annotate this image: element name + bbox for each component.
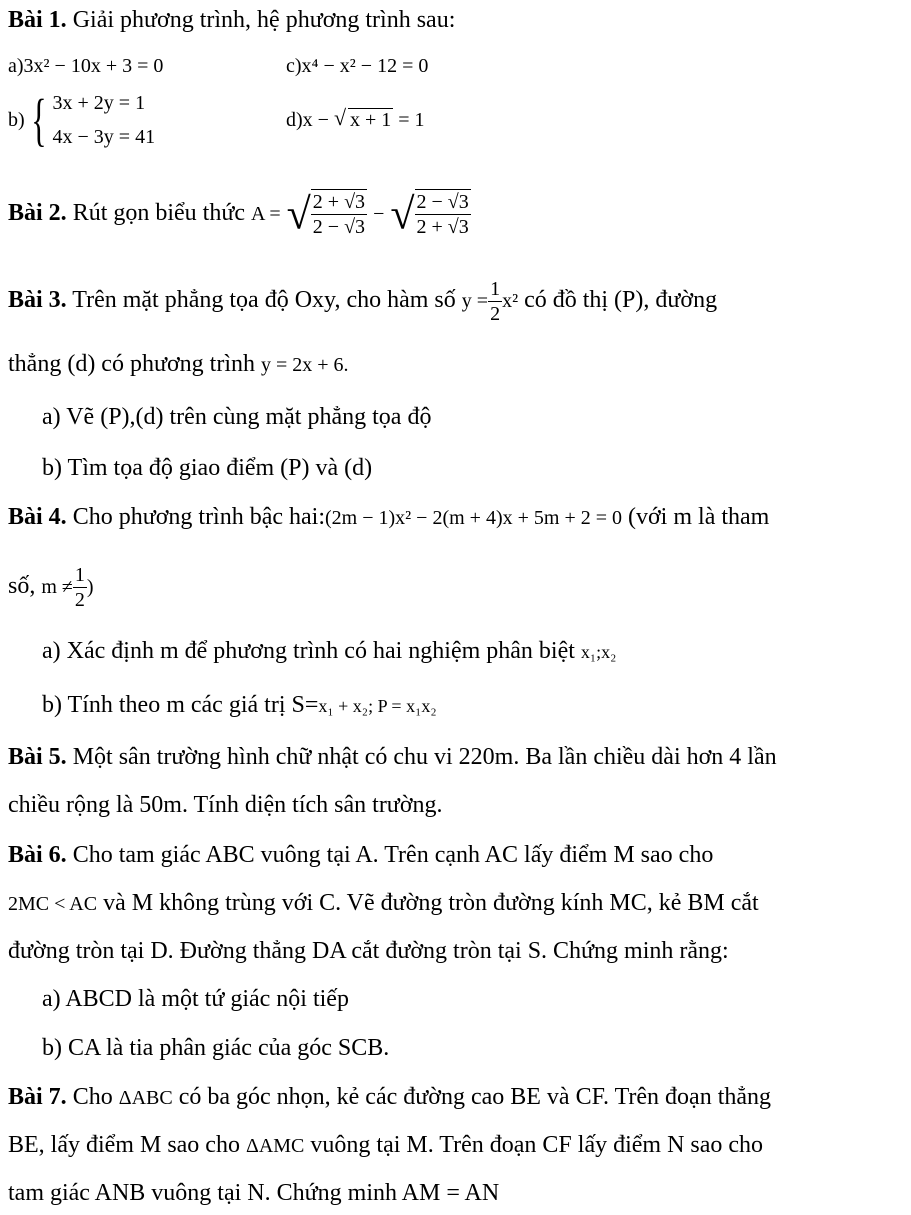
radical-icon: √ (286, 189, 311, 239)
bai4-b-text: b) Tính theo m các giá trị S= (42, 692, 319, 718)
bai2-den2: 2 + √3 (416, 216, 469, 239)
bai6-line2 (8, 889, 759, 918)
bai2 (8, 178, 471, 249)
bai6-a: a) ABCD là một tứ giác nội tiếp (42, 986, 349, 1012)
bai2-minus: − (373, 203, 385, 225)
bai3-fn-rest: x² (502, 290, 519, 312)
bai4-text2: (với m là tham (628, 504, 770, 530)
bai4-line1 (8, 503, 769, 532)
bai4-cond-lhs: m ≠ (41, 576, 73, 598)
bai1-d-tag: d) (286, 109, 303, 131)
radical-icon: √ (333, 105, 347, 130)
bai5-text1: Một sân trường hình chữ nhật có chu vi 220m. Ba lần chiều dài hơn 4 lần (72, 744, 777, 770)
bai7-line2 (8, 1131, 763, 1160)
bai4-a-text: a) Xác định m để phương trình có hai nghiệm phân biệt (42, 638, 575, 664)
bai7-text3: tam giác ANB vuông tại N. Chứng minh AM = AN (8, 1180, 500, 1206)
brace-symbol: { (30, 87, 47, 152)
bai1-a-tag: a) (8, 55, 24, 77)
bai5-text2: chiều rộng là 50m. Tính diện tích sân trường. (8, 792, 443, 818)
bai3-a: a) Vẽ (P),(d) trên cùng mặt phẳng tọa độ (42, 404, 432, 430)
bai4-eq: (2m − 1)x² − 2(m + 4)x + 5m + 2 = 0 (325, 507, 622, 529)
bai1-b-eq1: 3x + 2y = 1 (52, 92, 146, 114)
bai6-b: b) CA là tia phân giác của góc SCB. (42, 1035, 390, 1061)
bai6-text3: đường tròn tại D. Đường thẳng DA cắt đường tròn tại S. Chứng minh rằng: (8, 938, 729, 964)
bai6-label: Bài 6. (8, 842, 67, 868)
bai1-c-eq: x⁴ − x² − 12 = 0 (301, 55, 429, 77)
bai1-d-rhs: = 1 (398, 109, 425, 131)
bai7-tri1: ΔABC (118, 1087, 173, 1109)
bai1-label: Bài 1. (8, 7, 67, 33)
radical-icon: √ (390, 189, 415, 239)
bai7-text1a: Cho (72, 1084, 113, 1110)
bai1-heading (8, 6, 455, 34)
bai2-fraction-2 (415, 189, 471, 239)
bai3-text1: Trên mặt phẳng tọa độ Oxy, cho hàm số (72, 287, 456, 313)
bai2-label: Bài 2. (8, 200, 67, 226)
bai2-lhs: A = (251, 203, 281, 225)
bai2-den1: 2 − √3 (312, 216, 366, 239)
bai4-text3: số, (8, 573, 36, 599)
bai1-b-eq2: 4x − 3y = 41 (52, 126, 156, 148)
sqrt-x-plus-1 (334, 106, 393, 134)
bai3-label: Bài 3. (8, 287, 67, 313)
bai6-text1: Cho tam giác ABC vuông tại A. Trên cạnh AC lấy điểm M sao cho (72, 842, 714, 868)
bai7-line1 (8, 1083, 771, 1112)
bai4-cond-fraction (73, 563, 87, 612)
bai1-b-system (53, 86, 156, 154)
bai3-b: b) Tìm tọa độ giao điểm (P) và (d) (42, 455, 373, 481)
bai3-text2: có đồ thị (P), đường (524, 287, 718, 313)
bai3-fn-lhs: y = (461, 290, 489, 312)
bai3-fn-fraction (488, 277, 502, 326)
bai4-text1: Cho phương trình bậc hai: (72, 504, 326, 530)
bai4-label: Bài 4. (8, 504, 67, 530)
bai4-b (42, 691, 437, 720)
bai4-a-math: x₁;x₂ (580, 642, 617, 662)
bai1-a (8, 52, 163, 80)
bai1-c (286, 52, 428, 80)
bai3-line1 (8, 272, 717, 329)
bai3-text3: thẳng (d) có phương trình (8, 351, 255, 377)
bai1-d-radicand: x + 1 (349, 109, 392, 131)
bai2-num1: 2 + √3 (312, 191, 366, 214)
bai4-line2 (8, 558, 94, 615)
bai4-cond-den: 2 (74, 588, 85, 611)
bai1-d-lhs: x − (302, 109, 329, 131)
bai6-text2: và M không trùng với C. Vẽ đường tròn đường kính MC, kẻ BM cắt (103, 890, 759, 916)
bai7-label: Bài 7. (8, 1084, 67, 1110)
bai1-c-tag: c) (286, 55, 302, 77)
bai6-math: 2MC < AC (8, 893, 98, 915)
bai5-line1 (8, 743, 777, 771)
bai2-fraction-1 (311, 189, 367, 239)
bai4-a (42, 637, 616, 666)
bai2-text: Rút gọn biểu thức (72, 200, 246, 226)
bai1-b-tag: b) (8, 109, 25, 131)
bai7-text1b: có ba góc nhọn, kẻ các đường cao BE và CF. Trên đoạn thẳng (178, 1084, 772, 1110)
bai1-text: Giải phương trình, hệ phương trình sau: (72, 7, 456, 33)
bai6-line1 (8, 841, 713, 869)
bai3-fn-num: 1 (490, 277, 501, 300)
bai5-label: Bài 5. (8, 744, 67, 770)
bai1-d (286, 106, 425, 134)
bai3-fn-den: 2 (490, 302, 501, 325)
bai7-text2b: vuông tại M. Trên đoạn CF lấy điểm N sao cho (310, 1132, 764, 1158)
bai4-b-math: x₁ + x₂; P = x₁x₂ (318, 696, 437, 716)
bai3-line2 (8, 350, 349, 379)
bai7-text2a: BE, lấy điểm M sao cho (8, 1132, 240, 1158)
bai3-line-eq: y = 2x + 6. (260, 354, 349, 376)
bai2-num2: 2 − √3 (416, 191, 469, 214)
bai7-tri2: ΔAMC (245, 1135, 305, 1157)
bai1-b (8, 86, 155, 154)
bai4-cond-num: 1 (74, 563, 85, 586)
bai1-a-eq: 3x² − 10x + 3 = 0 (23, 55, 164, 77)
bai4-cond-close: ) (86, 576, 94, 598)
